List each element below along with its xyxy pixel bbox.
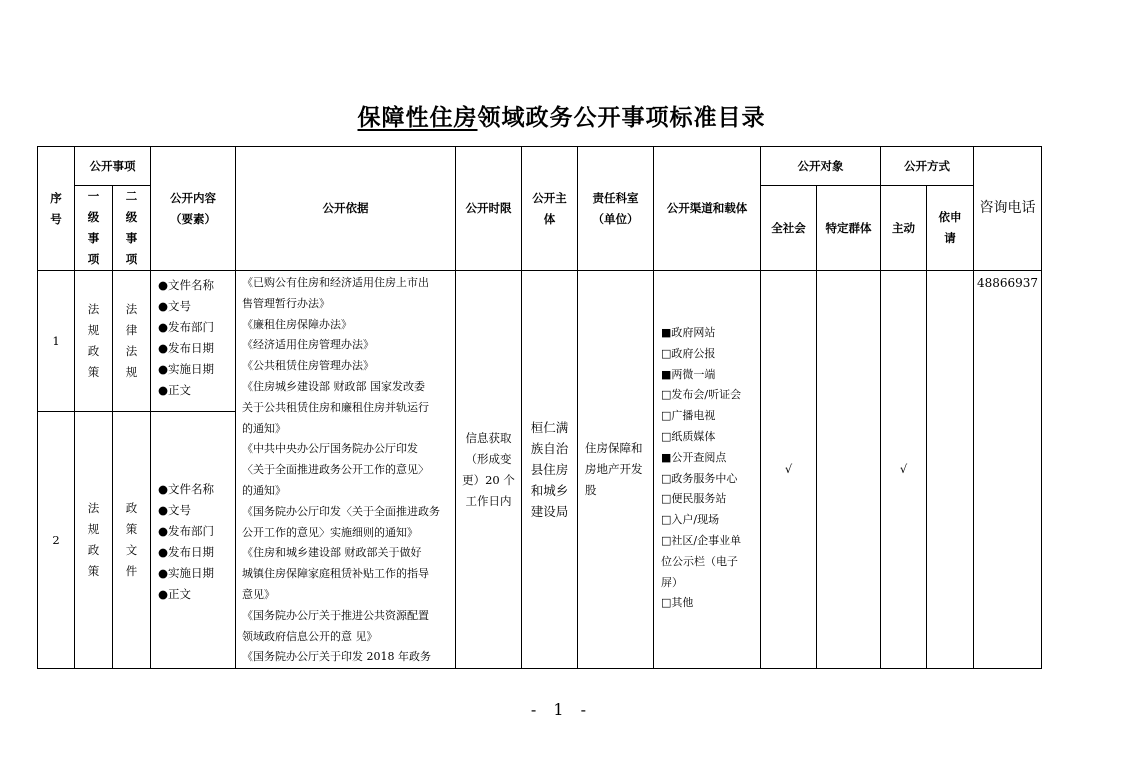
channel-list: ■政府网站 □政府公报 ■两微一端 □发布会/听证会 □广播电视 □纸质媒体 ■公开查阅点 □政务服务中心 □便民服务站 □入户/现场 □社区/企事业单 位公示栏（电子 屏） □其他 xyxy=(654,271,761,669)
target-all-check: √ xyxy=(761,271,817,669)
target-specific-cell xyxy=(817,271,881,669)
page-number: - 1 - xyxy=(530,700,593,719)
row-seq: 2 xyxy=(38,412,75,669)
row-content-list: ●文件名称 ●文号 ●发布部门 ●发布日期 ●实施日期 ●正文 xyxy=(151,271,236,412)
row-seq: 1 xyxy=(38,271,75,412)
title-underlined-part: 保障性住房 xyxy=(357,105,478,131)
row-level2: 政 策 文 件 xyxy=(113,412,151,669)
header-dept: 责任科室 （单位） xyxy=(578,147,654,271)
header-phone: 咨询电话 xyxy=(974,147,1042,271)
page-title xyxy=(0,101,1123,135)
mode-active-check: √ xyxy=(881,271,927,669)
row-level1: 法 规 政 策 xyxy=(75,412,113,669)
header-time-limit: 公开时限 xyxy=(456,147,522,271)
header-basis: 公开依据 xyxy=(236,147,456,271)
header-subject: 公开主 体 xyxy=(522,147,578,271)
header-target-specific: 特定群体 xyxy=(817,186,881,271)
header-mode: 公开方式 xyxy=(881,147,974,186)
header-content: 公开内容 （要素） xyxy=(151,147,236,271)
catalog-table xyxy=(37,146,1042,669)
title-main-part: 领域政务公开事项标准目录 xyxy=(477,105,766,131)
header-mode-active: 主动 xyxy=(881,186,927,271)
row-content-list: ●文件名称 ●文号 ●发布部门 ●发布日期 ●实施日期 ●正文 xyxy=(151,412,236,669)
header-level1: 一 级 事 项 xyxy=(75,186,113,271)
row-level2: 法 律 法 规 xyxy=(113,271,151,412)
header-seq: 序 号 xyxy=(38,147,75,271)
time-limit: 信息获取 （形成变 更）20 个 工作日内 xyxy=(456,271,522,669)
header-channel: 公开渠道和载体 xyxy=(654,147,761,271)
mode-request-cell xyxy=(927,271,974,669)
header-target: 公开对象 xyxy=(761,147,881,186)
subject: 桓仁满 族自治 县住房 和城乡 建设局 xyxy=(522,271,578,669)
header-public-items: 公开事项 xyxy=(75,147,151,186)
phone-number: 48866937 xyxy=(974,271,1042,669)
basis-list: 《已购公有住房和经济适用住房上市出 售管理暂行办法》 《廉租住房保障办法》 《经济适用住房管理办法》 《公共租赁住房管理办法》 《住房城乡建设部 财政部 国家发改委 关于公共租赁住房和廉租住房并轨运行 的通知》 《中共中央办公厅国务院办公厅印发 〈关于全面推进政务公开工作的意见〉 的通知》 《国务院办公厅印发〈关于全面推进政务 公开工作的意见〉实施细则的通知》 《住房和城乡建设部 财政部关于做好 城镇住房保障家庭租赁补贴工作的指导 意见》 《国务院办公厅关于推进公共资源配置 领域政府信息公开的意 见》 《国务院办公厅关于印发 2018 年政务 xyxy=(236,271,456,669)
table-row xyxy=(38,271,1042,412)
row-level1: 法 规 政 策 xyxy=(75,271,113,412)
dept: 住房保障和 房地产开发 股 xyxy=(578,271,654,669)
header-target-all: 全社会 xyxy=(761,186,817,271)
header-level2: 二 级 事 项 xyxy=(113,186,151,271)
header-mode-request: 依申 请 xyxy=(927,186,974,271)
